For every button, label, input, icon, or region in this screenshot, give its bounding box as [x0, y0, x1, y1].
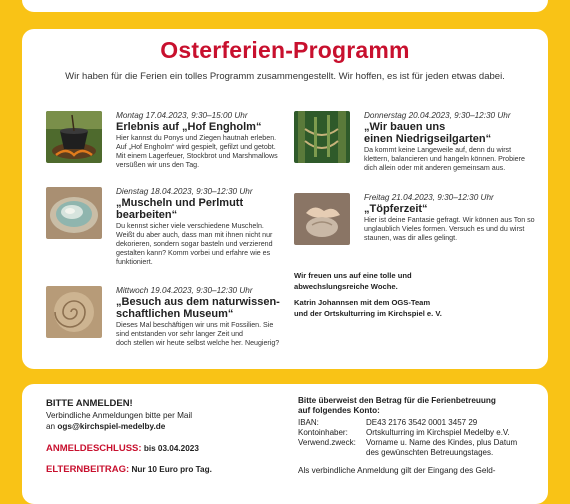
closing-note: Wir freuen uns auf eine tolle und abwechslungsreiche Woche. Katrin Johannsen mit dem OGS-Team und der Ortskulturring im Kirchspiel e. V. [294, 271, 442, 318]
bank-owner: Kontoinhaber: Ortskulturring im Kirchspiel Medelby e.V. [298, 428, 510, 437]
intro-text: Wir haben für die Ferien ein tolles Programm zusammengestellt. Wir hoffen, es ist für jeden etwas dabei. [65, 71, 505, 82]
rope-course-image [294, 111, 350, 163]
page-title: Osterferien-Programm [160, 37, 410, 63]
event-description: Du kennst sicher viele verschiedene Muscheln. Weißt du aber auch, dass man mit ihnen nicht nur dekorieren, sondern sogar basteln und verzierend gestalten kann? Komm vorbei und erfahre wie es funktioniert. [116, 222, 273, 266]
event-description: Da kommt keine Langeweile auf, denn du wirst klettern, balancieren und hangeln können. Probiere dich allein oder mit anderen gemeinsam aus. [364, 146, 525, 172]
event-description: Hier ist deine Fantasie gefragt. Wir können aus Ton so unglaublich Vieles formen. Versuch es und du wirst staunen, was dir alles gelingt. [364, 216, 535, 242]
payment-note: Als verbindliche Anmeldung gilt der Eingang des Geld- [298, 466, 496, 475]
pottery-image [294, 193, 350, 245]
register-text: Verbindliche Anmeldungen bitte per Mail [46, 411, 193, 420]
event-date: Donnerstag 20.04.2023, 9:30–12:30 Uhr [364, 111, 511, 120]
shell-image [46, 187, 102, 239]
bank-purpose: Verwend.zweck: Vorname u. Name des Kindes, plus Datum [298, 438, 518, 447]
deadline-line: ANMELDESCHLUSS: bis 03.04.2023 [46, 443, 199, 454]
bank-purpose-continued: des gewünschten Betreuungstages. [366, 448, 494, 457]
event-title: „Wir bauen uns einen Niedrigseilgarten“ [364, 121, 492, 145]
register-email-line: an ogs@kirchspiel-medelby.de [46, 422, 166, 431]
top-card [22, 0, 548, 12]
event-title: „Töpferzeit“ [364, 203, 428, 215]
event-title: „Besuch aus dem naturwissen- schaftlichen Museum“ [116, 296, 280, 320]
fee-line: ELTERNBEITRAG: Nur 10 Euro pro Tag. [46, 464, 212, 475]
event-title: Erlebnis auf „Hof Engholm“ [116, 121, 262, 133]
event-description: Dieses Mal beschäftigen wir uns mit Fossilien. Sie sind entstanden vor sehr langer Zeit und doch stellen wir heute selbst welche her. Neugierig? [116, 321, 280, 347]
bank-iban: IBAN: DE43 2176 3542 0001 3457 29 [298, 418, 478, 427]
program-card [22, 29, 548, 369]
event-date: Dienstag 18.04.2023, 9:30–12:30 Uhr [116, 187, 253, 196]
event-description: Hier kannst du Ponys und Ziegen hautnah erleben. Auf „Hof Engholm“ wird gespielt, gefilzt und getobt. Mit einem Lagerfeuer, Stockbrot und Marshmallows versüßen wir uns den Tag. [116, 134, 278, 169]
fossil-image [46, 286, 102, 338]
event-date: Mittwoch 19.04.2023, 9:30–12:30 Uhr [116, 286, 253, 295]
campfire-pot-image [46, 111, 102, 163]
transfer-heading-2: auf folgendes Konto: [298, 406, 380, 415]
event-date: Montag 17.04.2023, 9:30–15:00 Uhr [116, 111, 248, 120]
email-link[interactable]: ogs@kirchspiel-medelby.de [57, 422, 166, 431]
transfer-heading-1: Bitte überweist den Betrag für die Ferienbetreuung [298, 396, 496, 405]
event-date: Freitag 21.04.2023, 9:30–12:30 Uhr [364, 193, 494, 202]
event-title: „Muscheln und Perlmutt bearbeiten“ [116, 197, 244, 221]
register-heading: BITTE ANMELDEN! [46, 398, 133, 409]
registration-card [22, 384, 548, 504]
